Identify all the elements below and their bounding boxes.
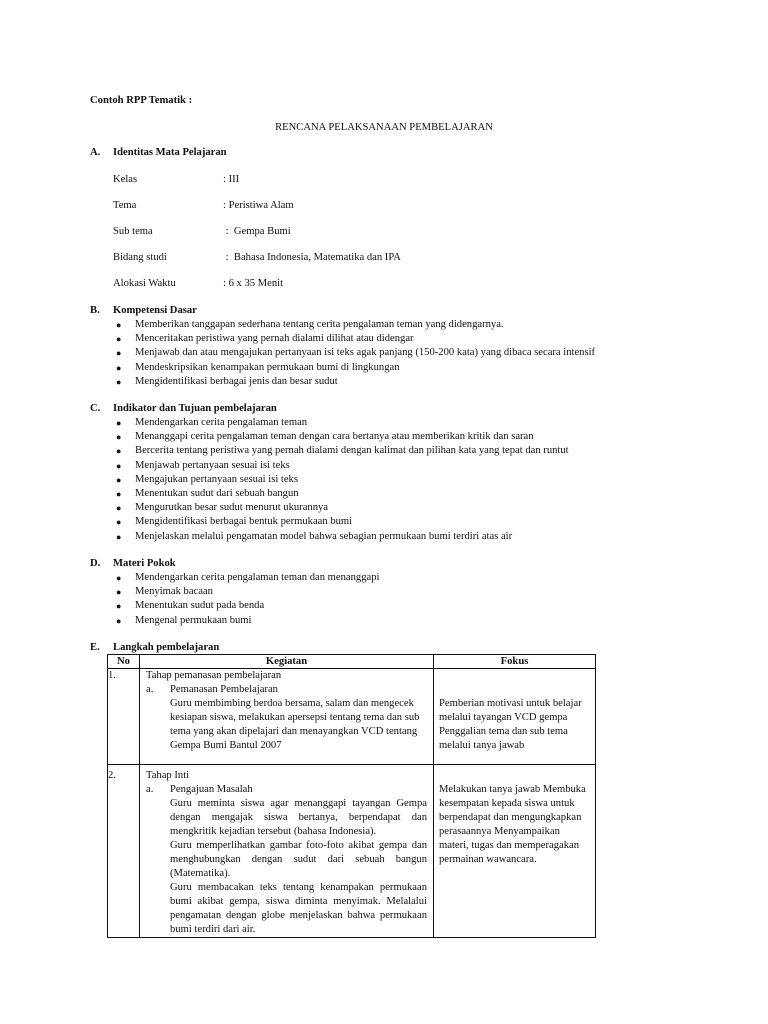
bullet-icon: ● xyxy=(116,615,122,626)
identity-value: : III xyxy=(223,174,240,185)
list-item: ● Mendengarkan cerita pengalaman teman xyxy=(116,417,308,428)
sub-step xyxy=(140,783,433,797)
identity-label: Bidang studi xyxy=(113,252,167,263)
bullet-icon: ● xyxy=(116,573,122,583)
sub-step xyxy=(140,683,433,697)
materi-pokok-list xyxy=(113,571,379,628)
section-b-title: Kompetensi Dasar xyxy=(113,305,197,316)
bullet-icon: ● xyxy=(116,418,122,428)
list-item: ● Mengidentifikasi berbagai bentuk permukaan bumi xyxy=(116,516,353,528)
identity-value: : Gempa Bumi xyxy=(223,226,291,237)
list-item: ● Menentukan sudut pada benda xyxy=(116,600,265,612)
langkah-table xyxy=(107,654,596,938)
kegiatan-cell xyxy=(140,765,434,938)
fokus-cell xyxy=(434,765,596,938)
list-item: ● Mendeskripsikan kenampakan permukaan bumi di lingkungan xyxy=(116,361,400,373)
fokus-cell xyxy=(434,669,596,765)
kegiatan-cell xyxy=(140,669,434,765)
identity-value: : Bahasa Indonesia, Matematika dan IPA xyxy=(223,252,401,263)
identity-row-alokasi-waktu xyxy=(113,277,673,291)
bullet-icon: ● xyxy=(116,517,122,528)
list-item: ● Mengenal permukaan bumi xyxy=(116,614,252,626)
kompetensi-dasar-list xyxy=(113,318,595,389)
list-item: ● Menjelaskan melalui pengamatan model bahwa sebagian permukaan bumi terdiri atas air xyxy=(116,530,513,542)
list-item: ● Menjawab pertanyaan sesuai isi teks xyxy=(116,459,290,471)
bullet-icon: ● xyxy=(116,587,122,598)
table-header-row xyxy=(108,655,596,669)
section-c-title: Indikator dan Tujuan pembelajaran xyxy=(113,403,277,414)
list-item: ● Menanggapi cerita pengalaman teman dengan cara bertanya atau memberikan kritik dan saran xyxy=(116,431,534,443)
section-e-letter: E. xyxy=(90,642,100,653)
bullet-icon: ● xyxy=(116,432,122,443)
list-item: ● Menyimak bacaan xyxy=(116,586,213,598)
kegiatan-paragraph: Guru memperlihatkan gambar foto-foto akibat gempa dan menghubungkan dengan sudut dari sebuah bangun (Matematika). xyxy=(170,840,427,879)
sub-step-letter: a. xyxy=(146,684,154,695)
header-no: No xyxy=(108,655,140,669)
indikator-list xyxy=(113,416,569,544)
identity-label: Tema xyxy=(113,200,137,211)
sub-step-letter: a. xyxy=(146,784,154,795)
section-e-title: Langkah pembelajaran xyxy=(113,642,220,653)
header-fokus: Fokus xyxy=(434,655,596,669)
row-number: 1. xyxy=(108,669,140,765)
section-a-title: Identitas Mata Pelajaran xyxy=(113,147,227,158)
bullet-icon: ● xyxy=(116,474,122,485)
bullet-icon: ● xyxy=(116,320,122,330)
fokus-text: Pemberian motivasi untuk belajar melalui tayangan VCD gempa Penggalian tema dan sub tema melalui tanya jawab xyxy=(439,698,582,751)
identity-row-kelas xyxy=(113,173,673,187)
bullet-icon: ● xyxy=(116,503,122,514)
list-item: ● Mengajukan pertanyaan sesuai isi teks xyxy=(116,473,298,485)
kegiatan-paragraph: Guru meminta siswa agar menanggapi tayangan Gempa dengan mengajak siswa bertanya, berpendapat dan mengkritik kejadian tersebut (bahasa Indonesia). xyxy=(170,798,427,837)
identity-label: Sub tema xyxy=(113,226,153,237)
section-b-letter: B. xyxy=(90,305,100,316)
list-item: ● Menjawab dan atau mengajukan pertanyaan isi teks agak panjang (150-200 kata) yang dibaca secara intensif xyxy=(116,347,596,359)
bullet-icon: ● xyxy=(116,334,122,345)
fokus-text: Melakukan tanya jawab Membuka kesempatan kepada siswa untuk berpendapat dan mengungkapkan perasaannya Menyampaikan materi, tugas dan memperagakan permainan wawancara. xyxy=(439,784,586,865)
table-row xyxy=(108,669,596,765)
bullet-icon: ● xyxy=(116,376,122,387)
bullet-icon: ● xyxy=(116,362,122,373)
identity-label: Alokasi Waktu xyxy=(113,278,176,289)
bullet-icon: ● xyxy=(116,531,122,542)
section-d-letter: D. xyxy=(90,558,101,569)
list-item: ● Menceritakan peristiwa yang pernah dialami dilihat atau didengar xyxy=(116,333,414,345)
identity-value: : Peristiwa Alam xyxy=(223,200,294,211)
identity-row-tema xyxy=(113,199,673,213)
document-title: RENCANA PELAKSANAAN PEMBELAJARAN xyxy=(275,122,493,133)
list-item: ● Mengurutkan besar sudut menurut ukurannya xyxy=(116,502,328,514)
list-item: ● Mendengarkan cerita pengalaman teman dan menanggapi xyxy=(116,572,380,583)
bullet-icon: ● xyxy=(116,348,122,359)
list-item: ● Mengidentifikasi berbagai jenis dan besar sudut xyxy=(116,375,338,387)
document-label: Contoh RPP Tematik : xyxy=(90,95,193,106)
bullet-icon: ● xyxy=(116,601,122,612)
section-d-title: Materi Pokok xyxy=(113,558,176,569)
kegiatan-paragraph: Guru membacakan teks tentang kenampakan permukaan bumi akibat gempa, siswa diminta menyimak. Melalalui pengamatan dengan globe menjelaskan bahwa permukaan bumi terdiri dari air. xyxy=(170,882,427,935)
list-item: ● Memberikan tanggapan sederhana tentang cerita pengalaman teman yang didengarnya. xyxy=(116,319,504,330)
step-title: Tahap Inti xyxy=(146,770,190,781)
identity-value: : 6 x 35 Menit xyxy=(223,278,284,289)
bullet-icon: ● xyxy=(116,460,122,471)
section-a-letter: A. xyxy=(90,147,101,158)
identity-row-sub-tema xyxy=(113,225,673,239)
section-c-letter: C. xyxy=(90,403,101,414)
kegiatan-paragraph: Guru membimbing berdoa bersama, salam dan mengecek kesiapan siswa, melakukan apersepsi tentang tema dan sub tema yang akan dipelajari dan menayangkan VCD tentang Gempa Bumi Bantul 2007 xyxy=(170,698,420,751)
list-item: ● Menentukan sudut dari sebuah bangun xyxy=(116,487,299,499)
identity-label: Kelas xyxy=(113,174,138,185)
step-title: Tahap pemanasan pembelajaran xyxy=(146,670,282,681)
sub-step-title: Pemanasan Pembelajaran xyxy=(170,684,278,695)
list-item: ● Bercerita tentang peristiwa yang pernah dialami dengan kalimat dan pilihan kata yang tepat dan runtut xyxy=(116,445,569,457)
identity-row-bidang-studi xyxy=(113,251,673,265)
table-row xyxy=(108,765,596,938)
bullet-icon: ● xyxy=(116,488,122,499)
row-number: 2. xyxy=(108,765,140,938)
sub-step-title: Pengajuan Masalah xyxy=(170,784,253,795)
header-kegiatan: Kegiatan xyxy=(140,655,434,669)
bullet-icon: ● xyxy=(116,446,122,457)
